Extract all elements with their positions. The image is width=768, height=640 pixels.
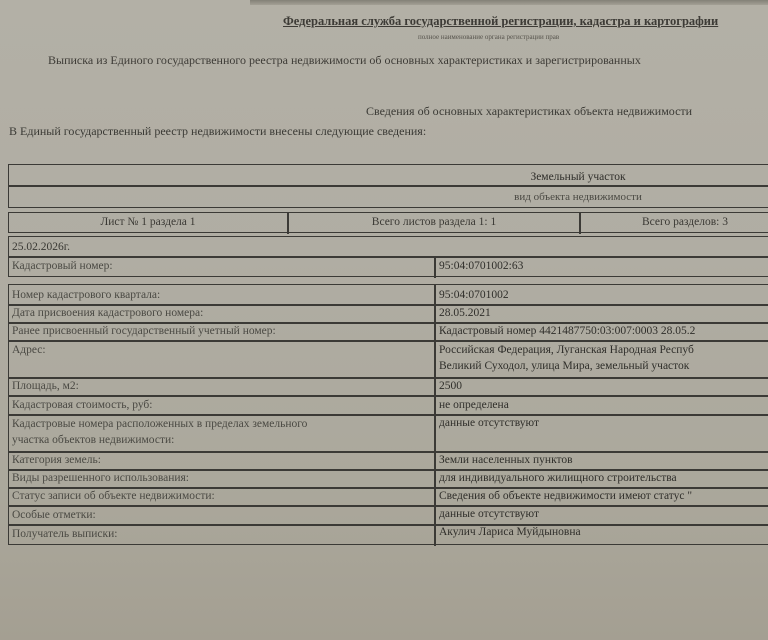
sheet-number: Лист № 1 раздела 1 — [100, 216, 196, 228]
previous-page-edge — [250, 0, 768, 5]
row-value-area: 2500 — [439, 380, 462, 392]
total-sections: Всего разделов: 3 — [642, 216, 728, 228]
row-label-area: Площадь, м2: — [12, 380, 79, 392]
row-value-special-notes: данные отсутствуют — [439, 508, 539, 520]
section-title: Сведения об основных характеристиках объекта недвижимости — [366, 104, 693, 118]
total-sheets: Всего листов раздела 1: 1 — [371, 216, 497, 228]
agency-name: Федеральная служба государственной регистрации, кадастра и картографии — [283, 14, 719, 28]
row-label-address: Адрес: — [12, 344, 46, 356]
extract-title: Выписка из Единого государственного реестра недвижимости об основных характеристиках и зарегистрированных — [48, 53, 641, 67]
row-divider — [9, 340, 768, 342]
row-label-nested-objects-line1: Кадастровые номера расположенных в пределах земельного — [12, 418, 308, 430]
row-value-cadastral-value: не определена — [439, 399, 509, 411]
cadastral-number-value: 95:04:0701002:63 — [439, 260, 524, 272]
row-label-previous-number: Ранее присвоенный государственный учетный номер: — [12, 325, 276, 337]
row-divider — [9, 395, 768, 397]
divider — [579, 213, 581, 234]
row-value-address-line2: Великий Суходол, улица Мира, земельный участок — [439, 360, 690, 372]
divider — [9, 256, 768, 258]
row-value-record-status: Сведения об объекте недвижимости имеют статус " — [439, 490, 693, 502]
row-label-recipient: Получатель выписки: — [12, 528, 118, 540]
row-label-nested-objects-line2: участка объектов недвижимости: — [12, 434, 175, 446]
row-value-previous-number: Кадастровый номер 4421487750:03:007:0003 28.05.2 — [439, 325, 696, 337]
cadastral-table — [8, 236, 768, 277]
row-label-cadastral-quarter: Номер кадастрового квартала: — [12, 289, 161, 301]
object-type-caption: вид объекта недвижимости — [514, 191, 642, 203]
intro-text: В Единый государственный реестр недвижимости внесены следующие сведения: — [9, 124, 427, 138]
row-value-permitted-use: для индивидуального жилищного строительства — [439, 472, 677, 484]
agency-subtitle: полное наименование органа регистрации прав — [418, 33, 560, 41]
row-label-permitted-use: Виды разрешенного использования: — [12, 472, 189, 484]
row-label-cadastral-value: Кадастровая стоимость, руб: — [12, 399, 153, 411]
row-value-address-line1: Российская Федерация, Луганская Народная Респуб — [439, 344, 694, 356]
row-label-assignment-date: Дата присвоения кадастрового номера: — [12, 307, 204, 319]
divider — [9, 185, 768, 187]
row-label-special-notes: Особые отметки: — [12, 509, 96, 521]
characteristics-table — [8, 284, 768, 545]
cadastral-number-label: Кадастровый номер: — [12, 260, 113, 272]
row-value-land-category: Земли населенных пунктов — [439, 454, 573, 466]
row-value-nested-objects: данные отсутствуют — [439, 417, 539, 429]
object-type: Земельный участок — [530, 171, 626, 183]
sheet-info-table — [8, 212, 768, 233]
extract-date: 25.02.2026г. — [12, 241, 71, 253]
object-type-table — [8, 164, 768, 208]
row-value-recipient: Акулич Лариса Муйдыновна — [439, 526, 581, 538]
row-value-assignment-date: 28.05.2021 — [439, 307, 491, 319]
row-value-cadastral-quarter: 95:04:0701002 — [439, 289, 509, 301]
row-label-land-category: Категория земель: — [12, 454, 101, 466]
row-label-record-status: Статус записи об объекте недвижимости: — [12, 490, 215, 502]
